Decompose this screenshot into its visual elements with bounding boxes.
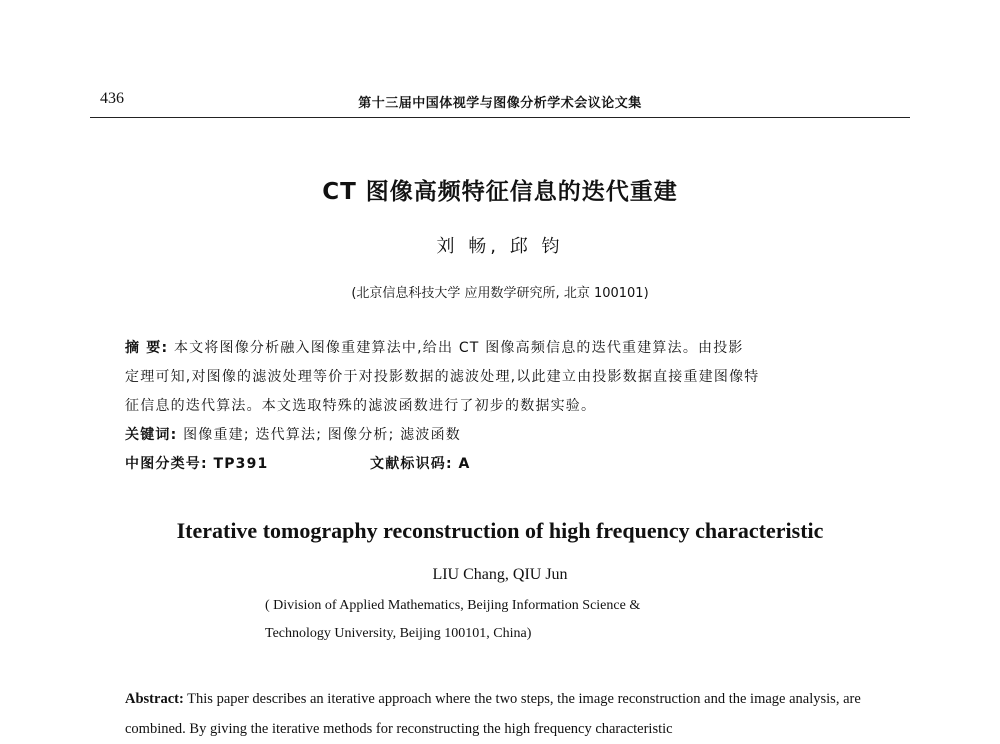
- affiliation-en-line-1: ( Division of Applied Mathematics, Beijing Information Science &: [265, 598, 641, 613]
- abstract-en-text: This paper describes an iterative approach where the two steps, the image reconstruction and the image analysis, are combined. By giving the iterative methods for reconstructing the high frequency characteristic: [125, 691, 861, 737]
- clc-classification: [125, 453, 269, 473]
- running-header: 第十三届中国体视学与图像分析学术会议论文集: [358, 96, 642, 111]
- abstract-en-label: Abstract:: [125, 691, 184, 707]
- keywords-cn-text: 图像重建; 迭代算法; 图像分析; 滤波函数: [183, 427, 461, 443]
- abstract-en: [125, 684, 875, 744]
- keywords-cn: [125, 424, 461, 444]
- abstract-cn-text-2: 定理可知,对图像的滤波处理等价于对投影数据的滤波处理,以此建立由投影数据直接重建图像特: [125, 369, 760, 385]
- clc-value: TP391: [213, 456, 269, 472]
- authors-en: LIU Chang, QIU Jun: [432, 566, 568, 583]
- clc-label: 中图分类号:: [125, 456, 208, 472]
- header-rule: [90, 117, 910, 118]
- keywords-cn-label: 关键词:: [125, 427, 178, 443]
- abstract-cn-label: 摘 要:: [125, 340, 169, 356]
- page-number: 436: [100, 90, 124, 107]
- abstract-cn-line-1: [125, 337, 744, 357]
- doc-code-value: A: [458, 456, 471, 472]
- document-code: [370, 453, 471, 473]
- affiliation-cn: (北京信息科技大学 应用数学研究所, 北京 100101): [351, 286, 649, 301]
- affiliation-en-line-2: Technology University, Beijing 100101, China): [265, 626, 532, 641]
- doc-code-label: 文献标识码:: [370, 456, 453, 472]
- abstract-cn-text-1: 本文将图像分析融入图像重建算法中,给出 CT 图像高频信息的迭代重建算法。由投影: [173, 340, 744, 356]
- abstract-cn-text-3: 征信息的迭代算法。本文选取特殊的滤波函数进行了初步的数据实验。: [125, 398, 597, 414]
- authors-cn: 刘 畅, 邱 钧: [436, 236, 564, 257]
- paper-title-en: Iterative tomography reconstruction of high frequency characteristic: [176, 518, 824, 543]
- paper-title-cn: CT 图像高频特征信息的迭代重建: [322, 179, 678, 205]
